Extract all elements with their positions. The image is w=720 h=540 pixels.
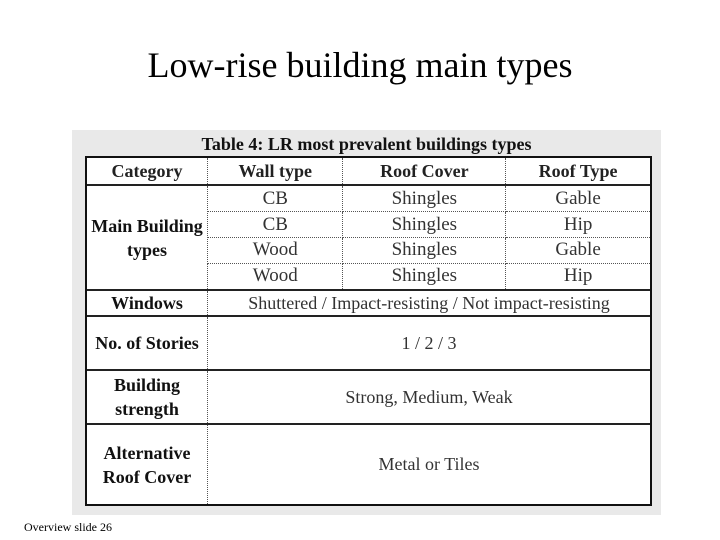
- roof-type-cell: Hip: [506, 263, 650, 290]
- table-row: [87, 185, 650, 212]
- category-building-strength: Building strength: [87, 370, 208, 424]
- building-types-table: [85, 156, 652, 506]
- table-row: [87, 424, 650, 504]
- header-roof-type: Roof Type: [506, 158, 650, 185]
- header-category: Category: [87, 158, 208, 185]
- category-stories: No. of Stories: [87, 316, 208, 370]
- roof-type-cell: Hip: [506, 212, 650, 238]
- alt-roof-value: Metal or Tiles: [378, 454, 480, 474]
- table-row: [87, 370, 650, 424]
- roof-cover-cell: Shingles: [343, 237, 506, 263]
- roof-cover-cell: Shingles: [343, 212, 506, 238]
- category-windows: Windows: [87, 290, 208, 316]
- wall-type-cell: CB: [208, 185, 343, 212]
- table-caption: Table 4: LR most prevalent buildings types: [201, 134, 532, 154]
- slide-title: Low-rise building main types: [147, 45, 573, 85]
- table-image: [72, 130, 661, 515]
- wall-type-cell: Wood: [208, 237, 343, 263]
- category-alternative-roof-cover: Alternative Roof Cover: [87, 424, 208, 504]
- roof-type-cell: Gable: [506, 185, 650, 212]
- windows-value: Shuttered / Impact-resisting / Not impact-resisting: [208, 290, 651, 316]
- category-main-building-types: Main Building types: [87, 185, 208, 290]
- table-row: [87, 290, 650, 316]
- wall-type-cell: Wood: [208, 263, 343, 290]
- stories-value: 1 / 2 / 3: [208, 316, 651, 370]
- slide-footer: Overview slide 26: [24, 520, 112, 534]
- roof-cover-cell: Shingles: [343, 185, 506, 212]
- header-wall-type: Wall type: [208, 158, 343, 185]
- wall-type-cell: CB: [208, 212, 343, 238]
- roof-cover-cell: Shingles: [343, 263, 506, 290]
- strength-value: Strong, Medium, Weak: [208, 370, 651, 424]
- table-header-row: [87, 158, 650, 185]
- header-roof-cover: Roof Cover: [343, 158, 506, 185]
- roof-type-cell: Gable: [506, 237, 650, 263]
- table-row: [87, 316, 650, 370]
